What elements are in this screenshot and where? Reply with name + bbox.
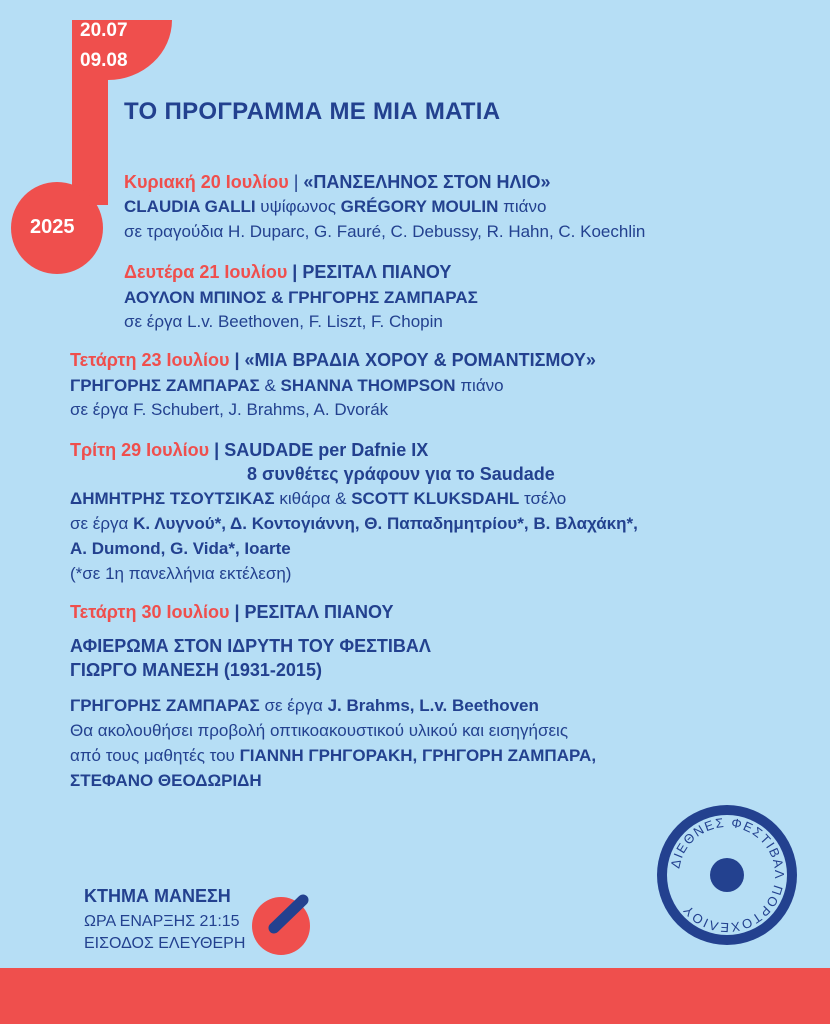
entry-label: ΕΙΣΟΔΟΣ ΕΛΕΥΘΕΡΗ: [84, 935, 246, 952]
event-date: Τρίτη 29 Ιουλίου: [70, 440, 210, 460]
works-prefix: σε έργα: [70, 514, 134, 533]
event-title: «ΠΑΝΣΕΛΗΝΟΣ ΣΤΟΝ ΗΛΙΟ»: [303, 172, 551, 192]
performer: ΔΗΜΗΤΡΗΣ ΤΣΟΥΤΣΙΚΑΣ: [70, 489, 275, 508]
works: A. Dumond, G. Vida*, Ioarte: [70, 539, 291, 558]
tribute-line: ΓΙΩΡΓΟ ΜΑΝΕΣΗ (1931-2015): [70, 660, 322, 680]
separator: |: [209, 440, 225, 460]
works: Κ. Λυγνού*, Δ. Κοντογιάννη, Θ. Παπαδημητρίου*, Β. Βλαχάκη*,: [133, 514, 638, 533]
performer: CLAUDIA GALLI: [124, 197, 256, 216]
performer: ΓΡΗΓΟΡΗΣ ΖΑΜΠΑΡΑΣ: [70, 376, 260, 395]
event-title: SAUDADE per Dafnie IX: [224, 440, 429, 460]
separator: |: [288, 172, 304, 192]
separator: |: [287, 262, 303, 282]
start-time-label: ΩΡΑ ΕΝΑΡΞΗΣ 21:15: [84, 913, 240, 930]
performer: SCOTT KLUKSDAHL: [351, 489, 520, 508]
venue-label: ΚΤΗΜΑ ΜΑΝΕΣΗ: [84, 886, 231, 906]
role: πιάνο: [455, 376, 504, 395]
event-date: Τετάρτη 30 Ιουλίου: [70, 602, 230, 622]
works: σε έργα L.v. Beethoven, F. Liszt, F. Chopin: [124, 312, 443, 331]
role: τσέλο: [519, 489, 567, 508]
date-range-start: 20.07: [80, 20, 128, 41]
page-title: ΤΟ ΠΡΟΓΡΑΜΜΑ ΜΕ ΜΙΑ ΜΑΤΙΑ: [124, 98, 501, 125]
works: σε έργα F. Schubert, J. Brahms, A. Dvorák: [70, 400, 389, 419]
works: J. Brahms, L.v. Beethoven: [327, 696, 539, 715]
role: κιθάρα &: [274, 489, 352, 508]
performer: ΓΡΗΓΟΡΗΣ ΖΑΜΠΑΡΑΣ: [288, 288, 478, 307]
role: &: [259, 376, 281, 395]
student-names: ΣΤΕΦΑΝΟ ΘΕΟΔΩΡΙΔΗ: [70, 771, 262, 790]
performer: ΑΟΥΛΟΝ ΜΠΙΝΟΣ: [124, 288, 267, 307]
event-subtitle: 8 συνθέτες γράφουν για το Saudade: [247, 464, 555, 484]
role: σε έργα: [259, 696, 328, 715]
tribute-line: ΑΦΙΕΡΩΜΑ ΣΤΟΝ ΙΔΡΥΤΗ ΤΟΥ ΦΕΣΤΙΒΑΛ: [70, 636, 431, 656]
event-title: «ΜΙΑ ΒΡΑΔΙΑ ΧΟΡΟΥ & ΡΟΜΑΝΤΙΣΜΟΥ»: [244, 350, 596, 370]
seal-text: ΔΙΕΘΝΕΣ ΦΕΣΤΙΒΑΛ ΠΟΡΤΟΧΕΛΙΟΥ: [667, 814, 788, 936]
role: πιάνο: [498, 197, 547, 216]
description: από τους μαθητές του: [70, 746, 240, 765]
event-title: ΡΕΣΙΤΑΛ ΠΙΑΝΟΥ: [302, 262, 452, 282]
performer: ΓΡΗΓΟΡΗΣ ΖΑΜΠΑΡΑΣ: [70, 696, 260, 715]
event-date: Κυριακή 20 Ιουλίου: [124, 172, 289, 192]
performer: GRÉGORY MOULIN: [340, 197, 499, 216]
works: σε τραγούδια H. Duparc, G. Fauré, C. Debussy, R. Hahn, C. Koechlin: [124, 222, 646, 241]
description: Θα ακολουθήσει προβολή οπτικοακουστικού υλικού και εισηγήσεις: [70, 721, 569, 740]
event-date: Δευτέρα 21 Ιουλίου: [124, 262, 288, 282]
year-label: 2025: [30, 216, 75, 238]
role: &: [266, 288, 289, 307]
event-title: ΡΕΣΙΤΑΛ ΠΙΑΝΟΥ: [244, 602, 394, 622]
date-range-end: 09.08: [80, 50, 128, 71]
bottom-bar: [0, 968, 830, 1024]
role: υψίφωνος: [255, 197, 341, 216]
separator: |: [229, 350, 245, 370]
festival-logo-icon: [248, 888, 318, 958]
student-names: ΓΙΑΝΝΗ ΓΡΗΓΟΡΑΚΗ, ΓΡΗΓΟΡΗ ΖΑΜΠΑΡΑ,: [239, 746, 597, 765]
performer: SHANNA THOMPSON: [280, 376, 456, 395]
premiere-note: (*σε 1η πανελλήνια εκτέλεση): [70, 564, 292, 583]
separator: |: [229, 602, 245, 622]
event-date: Τετάρτη 23 Ιουλίου: [70, 350, 230, 370]
festival-seal-icon: [652, 800, 802, 950]
